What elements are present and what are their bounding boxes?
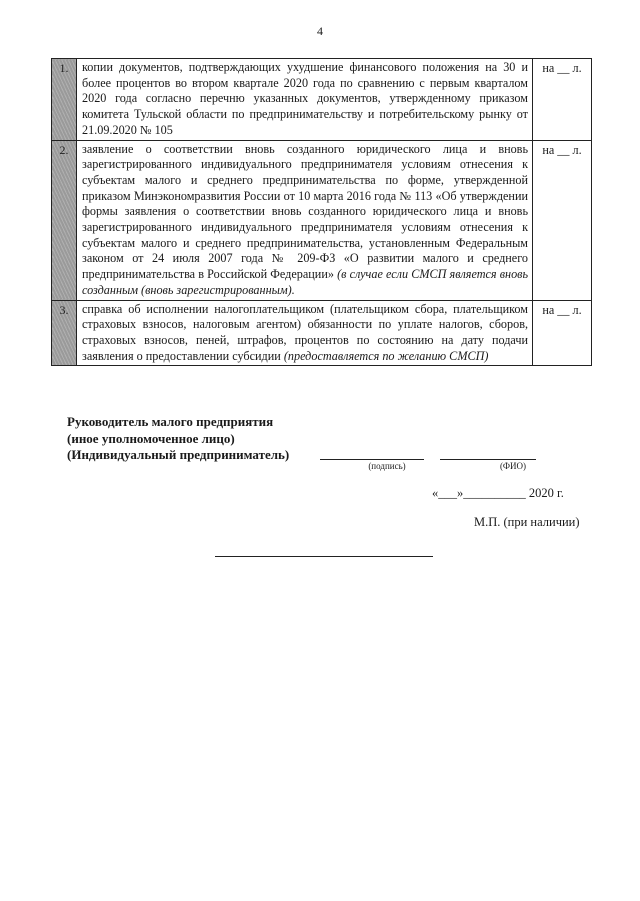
documents-table — [51, 58, 592, 366]
row-description — [77, 300, 533, 366]
name-line — [440, 459, 536, 460]
signature-line — [320, 459, 424, 460]
page-number: 4 — [317, 24, 323, 38]
row-text: копии документов, подтверждающих ухудшение финансового положения на 30 и более процентов во втором квартале 2020 года по сравнению с первым кварталом 2020 года согласно перечню указанных документов, утвержденному приказом комитета Тульской области по предпринимательству и потребительскому рынку от 21.09.2020 № 105 — [82, 60, 528, 137]
row-page-count: на __ л. — [533, 140, 592, 300]
signatory-entrepreneur-title: (Индивидуальный предприниматель) — [67, 447, 290, 462]
table-row — [52, 140, 592, 300]
row-page-count: на __ л. — [533, 59, 592, 141]
table-row — [52, 59, 592, 141]
row-note: (в случае если СМСП является вновь созданным (вновь зарегистрированным). — [82, 267, 528, 297]
row-note: (предоставляется по желанию СМСП) — [283, 348, 489, 363]
signatory-alt-title: (иное уполномоченное лицо) — [67, 430, 235, 446]
row-number: 2. — [52, 140, 77, 300]
row-description — [77, 59, 533, 141]
row-text: заявление о соответствии вновь созданного юридического лица и вновь зарегистрированного индивидуального предпринимателя условиям отнесения к субъектам малого и среднего предпринимательства по форме, утвержденной приказом Минэкономразвития России от 10 марта 2016 года № 113 «Об утверждении формы заявления о соответствии вновь созданного юридического лица и вновь зарегистрированного индивидуального предпринимателя условиям отнесения к субъектам малого и среднего предпринимательства, установленным Федеральным законом от 24 июля 2007 года № 209-ФЗ «О развитии малого и среднего предпринимательства в Российской Федерации» — [82, 141, 528, 282]
row-number: 1. — [52, 59, 77, 141]
signature-caption: (подпись) — [368, 461, 406, 471]
name-caption: (ФИО) — [499, 461, 527, 471]
row-text: справка об исполнении налогоплательщиком (плательщиком сбора, плательщиком страховых взносов, налоговым агентом) обязанности по уплате налогов, сборов, страховых взносов, пеней, штрафов, процентов по состоянию на дату подачи заявления о предоставлении субсидии — [82, 301, 528, 363]
date-line: «___»__________ 2020 г. — [432, 486, 564, 500]
signatory-block — [67, 414, 289, 464]
row-description — [77, 140, 533, 300]
seal-note: М.П. (при наличии) — [474, 515, 580, 529]
footer-rule — [215, 556, 433, 557]
row-page-count: на __ л. — [533, 300, 592, 366]
signatory-title: Руководитель малого предприятия — [67, 414, 274, 429]
row-number: 3. — [52, 300, 77, 366]
table-row — [52, 300, 592, 366]
